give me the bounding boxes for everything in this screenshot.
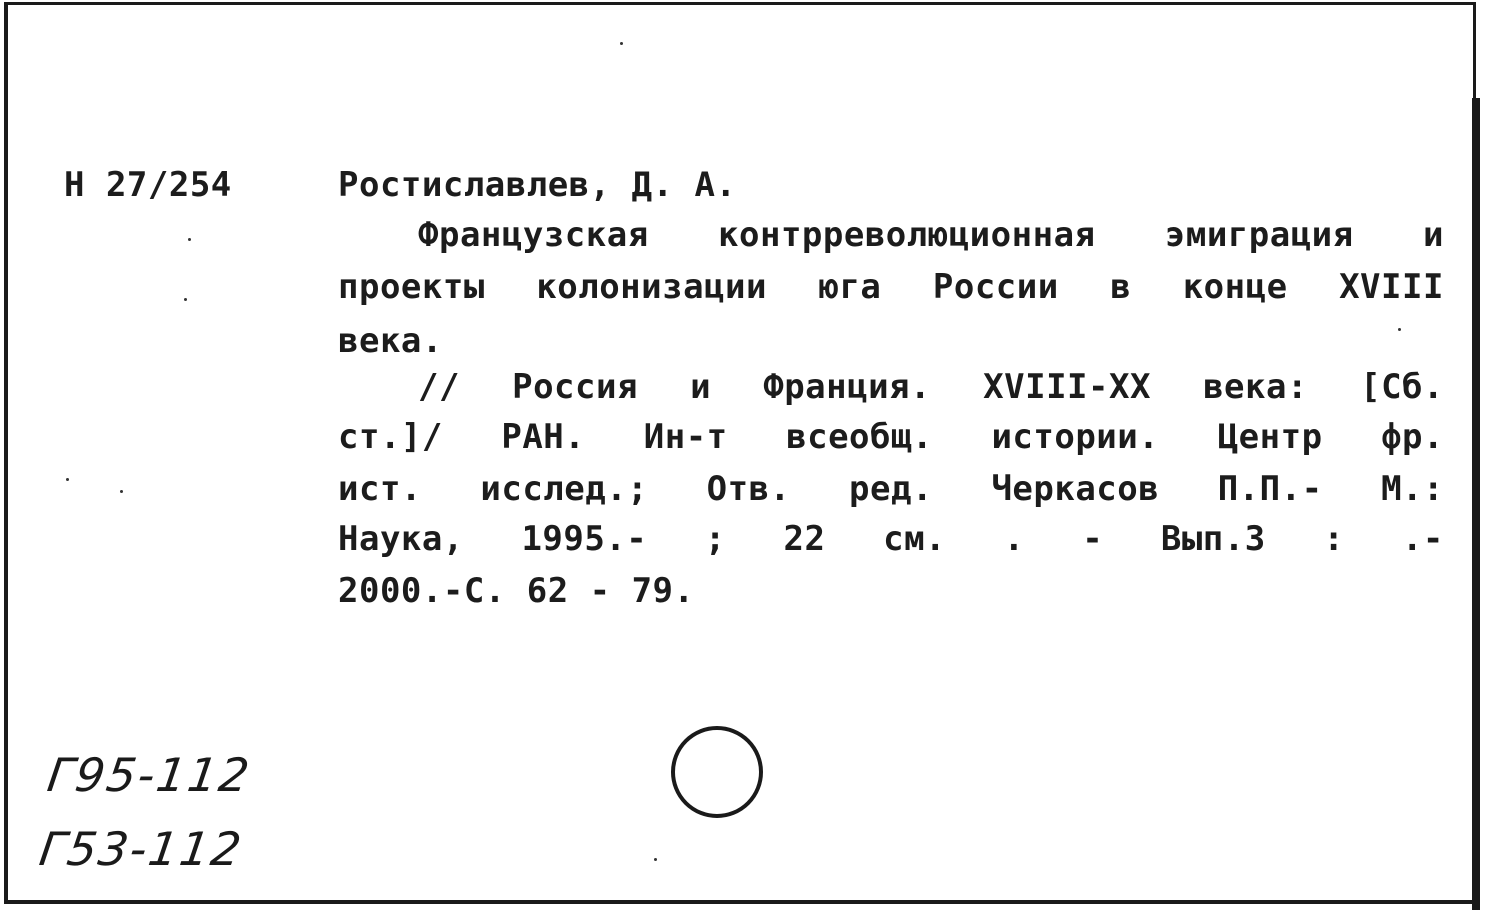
source-line-2: ст.]/ РАН. Ин-т всеобщ. истории. Центр фр. xyxy=(338,417,1444,457)
speck xyxy=(184,298,187,301)
handwritten-note-2: Г53-112 xyxy=(36,822,247,876)
speck xyxy=(1398,328,1401,331)
speck xyxy=(654,858,657,861)
source-line-1: // Россия и Франция. XVIII-XX века: [Сб. xyxy=(418,367,1444,407)
source-line-5: 2000.-С. 62 - 79. xyxy=(338,571,695,611)
source-line-3: ист. исслед.; Отв. ред. Черкасов П.П.- М.: xyxy=(338,469,1444,509)
punch-hole-circle xyxy=(671,726,763,818)
author-heading: Ростиславлев, Д. А. xyxy=(338,165,737,205)
speck xyxy=(66,478,69,481)
source-line-4: Наука, 1995.- ; 22 см. . - Вып.3 : .- xyxy=(338,519,1444,559)
handwritten-note-1: Г95-112 xyxy=(44,748,255,802)
title-line-1: Французская контрреволюционная эмиграция и xyxy=(418,215,1444,255)
title-line-3: века. xyxy=(338,321,443,361)
shelfmark: Н 27/254 xyxy=(64,165,232,205)
speck xyxy=(188,238,191,241)
speck xyxy=(120,490,123,493)
speck xyxy=(620,42,623,45)
title-line-2: проекты колонизации юга России в конце XVIII xyxy=(338,267,1444,307)
card-edge-shadow xyxy=(1472,98,1480,910)
